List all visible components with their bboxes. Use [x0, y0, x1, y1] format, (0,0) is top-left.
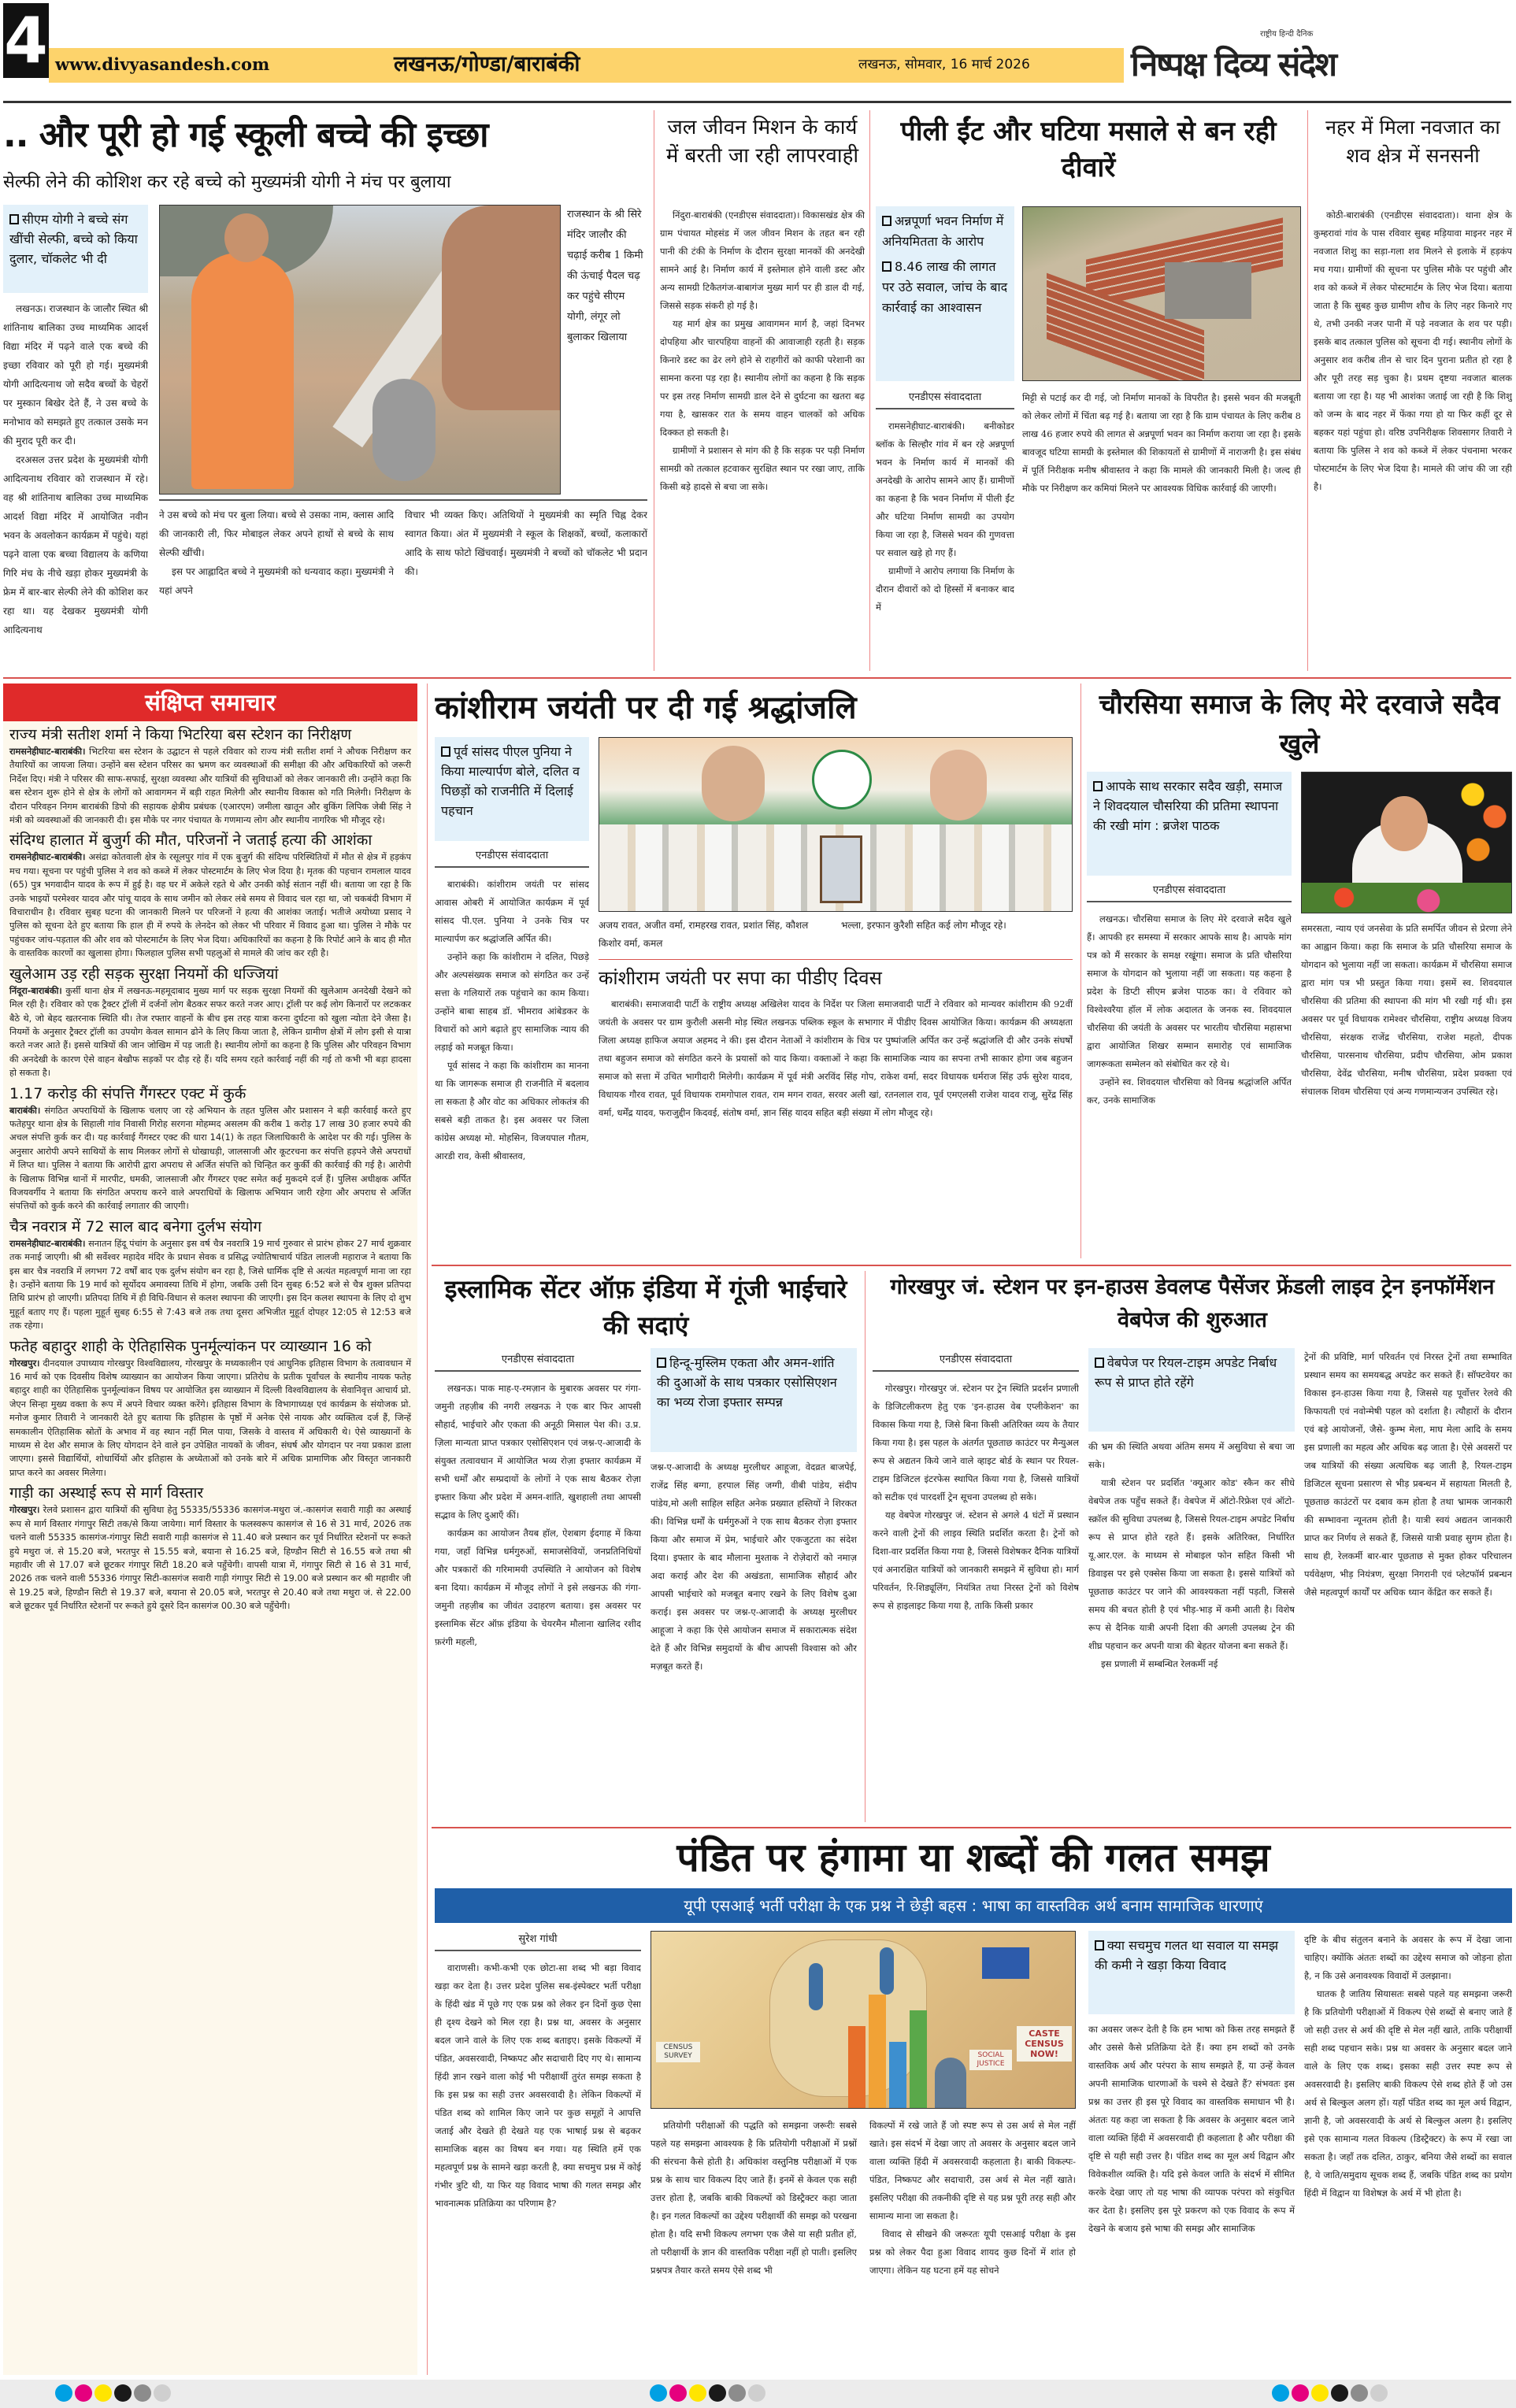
paper-logo: निष्पक्ष दिव्य संदेश	[1131, 45, 1336, 83]
kanshiram-caption-a: अजय रावत, अजीत वर्मा, रामहरख रावत, प्रशांत सिंह, कौशल किशोर वर्मा, कमल	[599, 920, 809, 949]
paragraph: उन्होंने कहा कि कांशीराम ने दलित, पिछड़े और अल्पसंख्यक समाज को संगठित कर उन्हें सत्ता के गलियारों तक पहुंचाने का काम किया। उन्होंने बाबा साहब डॉ. भीमराव आंबेडकर के विचारों को आगे बढ़ाते हुए सामाजिक न्याय की लड़ाई को मजबूत किया।	[435, 951, 589, 1053]
masthead-rule	[3, 101, 1511, 103]
wall-kicker	[876, 206, 1014, 381]
kanshiram-kicker-text: पूर्व सांसद पीएल पुनिया ने किया माल्यार्पण बोले, दलित व पिछड़ों को राजनीति में दिलाई पहचान	[441, 744, 580, 818]
brief-dateline: रामसनेहीघाट-बाराबंकी।	[9, 852, 86, 863]
paragraph: घातक है जातिय सियासतः सबसे पहले यह समझना जरूरी है कि प्रतियोगी परीक्षाओं में विकल्प ऐसे शब्दों से बनाए जाते हैं जो सही उत्तर से अर्थ की दृष्टि से मेल नहीं खाते, ताकि परीक्षार्थी सही शब्द पहचान सके। प्रश्न था अवसर के अनुसार बदल जाने वाले के लिए एक शब्द। इसका सही उत्तर स्पष्ट रूप से अवसरवादी है। इसलिए बाकी विकल्प ऐसे शब्द होते हैं जो उस अर्थ से बिल्कुल अलग हों। यहाँ पंडित शब्द का मूल अर्थ विद्वान, ज्ञानी है, जो अवसरवादी के अर्थ से बिल्कुल अलग है। इसलिए इसे एक सामान्य गलत विकल्प (डिस्ट्रैक्टर) के रूप में रखा जा सकता है। जहाँ तक दलित, ठाकुर, बनिया जैसे शब्दों का सवाल है, ये जाति/समुदाय सूचक शब्द हैं, जबकि पंडित शब्द का प्रयोग हिंदी में विद्वान या विशेषज्ञ के अर्थ में भी होता है।	[1304, 1988, 1512, 2199]
figure-head	[224, 213, 269, 262]
islamic-col2	[651, 1458, 857, 1822]
registration-dot	[114, 2384, 132, 2402]
section-rule	[3, 677, 1511, 679]
pandit-col2	[651, 2117, 857, 2375]
registration-dot	[689, 2384, 706, 2402]
bullet-box-icon	[9, 214, 19, 224]
brief-title: राज्य मंत्री सतीश शर्मा ने किया भिटरिया बस स्टेशन का निरीक्षण	[9, 726, 352, 743]
yogi-col2	[159, 506, 394, 671]
paragraph: उन्होंने स्व. शिवदयाल चौरसिया को विनम्र श्रद्धांजलि अर्पित कर, उनके सामाजिक	[1087, 1076, 1292, 1106]
bullet-box-icon	[882, 216, 891, 226]
registration-dot	[1331, 2384, 1348, 2402]
brief-title: खुलेआम उड़ रही सड़क सुरक्षा नियमों की धज्जियां	[9, 965, 279, 983]
paragraph: ट्रेनों की प्रविष्टि, मार्ग परिवर्तन एवं निरस्त ट्रेनों तथा सम्भावित प्रस्थान समय का समयबद्ध अपडेट कर सकते हैं। सॉफ्टवेयर का विकास इन-हाउस किया गया है, जिससे यह पूर्वोत्तर रेलवे की किफायती एवं नवोन्मेषी पहल को दर्शाता है। त्यौहारों के दौरान एवं बड़े आयोजनों, जैसे- कुम्भ मेला, माघ मेला आदि के समय इस प्रणाली का महत्व और अधिक बढ़ जाता है। ऐसे अवसरों पर जब यात्रियों की संख्या अत्यधिक बढ़ जाती है, रियल-टाइम डिजिटल सूचना प्रसारण से भीड़ प्रबन्धन में सहायता मिलती है, पूछताछ काउंटरों पर दबाव कम होता है तथा भ्रामक जानकारी की सम्भावना न्यूनतम होती है। यात्री स्वयं अद्यतन जानकारी प्राप्त कर निर्णय ले सकते हैं, जिससे यात्री प्रवाह सुगम होता है। साथ ही, रेलकर्मी बार-बार पूछताछ से मुक्त होकर परिचालन पर्यवेक्षण, भीड़ नियंत्रण, सुरक्षा निगरानी एवं प्लेटफॉर्म प्रबन्धन जैसे महत्वपूर्ण कार्यों पर अधिक ध्यान केंद्रित कर सकते हैं।	[1304, 1351, 1512, 1598]
nahar-body	[1314, 206, 1512, 671]
edition-label: लखनऊ/गोण्डा/बाराबंकी	[394, 52, 580, 76]
person-shape	[935, 2058, 966, 2109]
pandit-headline: पंडित पर हंगामा या शब्दों की गलत समझ	[676, 1835, 1270, 1880]
registration-marks	[55, 2384, 173, 2405]
brief-title: गाड़ी का अस्थाई रूप से मार्ग विस्तार	[9, 1484, 204, 1502]
paragraph: यह वेबपेज गोरखपुर जं. स्टेशन से अगले 4 घंटों में प्रस्थान करने वाली ट्रेनों की लाइव स्थिति प्रदर्शित करता है। ट्रेनों को दिशा-वार प्रदर्शित किया गया है, जिससे विशेषकर दैनिक यात्रियों एवं अनारक्षित यात्रियों को जानकारी समझने में सुविधा हो। मार्ग परिवर्तन, रि-शिड्यूलिंग, नियंत्रित तथा निरस्त ट्रेनों को विशेष रूप से हाइलाइट किया गया है, ताकि किसी प्रकार	[873, 1510, 1079, 1611]
paragraph: यह मार्ग क्षेत्र का प्रमुख आवागमन मार्ग है, जहां दिनभर दोपहिया और चारपहिया वाहनों की आवाजाही रहती है। सड़क किनारे डस्ट का ढेर लगे होने से राहगीरों को काफी परेशानी का सामना करना पड़ रहा है। स्थानीय लोगों का कहना है कि सड़क पर इस तरह निर्माण सामग्री डाल देने से दुर्घटना का खतरा बढ़ गया है, खासकर रात के समय वाहन चालकों को अधिक दिक्कत हो सकती है।	[660, 318, 865, 438]
brief-dateline: गोरखपुर।	[9, 1358, 40, 1369]
kanshiram-caption-b: भल्ला, इरफान कुरैशी सहित कई लोग मौजूद रहे।	[841, 920, 1006, 931]
railway-headline: गोरखपुर जं. स्टेशन पर इन-हाउस डेवलप्ड पैसेंजर फ्रेंडली लाइव ट्रेन इनफॉर्मेशन वेबपेज की शुरुआत	[890, 1275, 1495, 1332]
protest-sign: CASTE CENSUS NOW!	[1017, 2026, 1072, 2062]
islamic-kicker-text: हिन्दू-मुस्लिम एकता और अमन-शांति की दुआओं के साथ पत्रकार एसोसिएशन का भव्य रोजा इफ्तार सम्पन्न	[657, 1355, 837, 1410]
pandit-col5	[1304, 1931, 1512, 2375]
bullet-box-icon	[1095, 1358, 1104, 1368]
paragraph: बाराबंकी। कांशीराम जयंती पर सांसद आवास ओबरी में आयोजित कार्यक्रम में पूर्व सांसद पी.एल. पुनिया ने उनके चित्र पर माल्यार्पण कर श्रद्धांजलि अर्पित की।	[435, 879, 589, 944]
paragraph: रामसनेहीघाट-बाराबंकी। बनीकोडर ब्लॉक के सिल्हौर गांव में बन रहे अन्नपूर्णा भवन के निर्माण कार्य में मानकों की अनदेखी के आरोप सामने आए हैं। ग्रामीणों का कहना है कि भवन निर्माण में पीली ईंट और घटिया निर्माण सामग्री का उपयोग किया जा रहा है, जिससे भवन की गुणवत्ता पर सवाल खड़े हो गए हैं।	[876, 420, 1014, 558]
registration-dot	[1292, 2384, 1309, 2402]
paragraph: प्रतियोगी परीक्षाओं की पद्धति को समझना जरूरीः सबसे पहले यह समझना आवश्यक है कि प्रतियोगी परीक्षाओं में प्रश्नों की संरचना कैसे होती है। अधिकांश वस्तुनिष्ठ परीक्षाओं में एक प्रश्न के साथ चार विकल्प दिए जाते हैं। इनमें से केवल एक सही उत्तर होता है, जबकि बाकी विकल्पों को डिस्ट्रैक्टर कहा जाता है। इन गलत विकल्पों का उद्देश्य परीक्षार्थी की समझ को परखना होता है। यदि सभी विकल्प लगभग एक जैसे या सही प्रतीत हों, तो परीक्षार्थी के ज्ञान की वास्तविक परीक्षा नहीं हो पाती। इसलिए प्रश्नपत्र तैयार करते समय ऐसे शब्द भी	[651, 2120, 857, 2276]
nahar-headline: नहर में मिला नवजात का शव क्षेत्र में सनसनी	[1325, 116, 1500, 167]
paragraph: इस प्रणाली में सम्बन्धित रेलकर्मी नई	[1101, 1658, 1218, 1669]
railway-col1	[873, 1380, 1079, 1822]
page-number-box	[3, 3, 49, 78]
kanshiram-photo	[599, 737, 1073, 912]
registration-dot	[55, 2384, 72, 2402]
dateline: लखनऊ, सोमवार, 16 मार्च 2026	[858, 57, 1030, 72]
registration-dot	[1370, 2384, 1388, 2402]
yogi-kicker-text: सीएम योगी ने बच्चे संग खींची सेल्फी, बच्चे को किया दुलार, चॉकलेट भी दी	[9, 212, 138, 266]
paragraph: गोरखपुर। गोरखपुर जं. स्टेशन पर ट्रेन स्थिति प्रदर्शन प्रणाली के डिजिटलीकरण हेतु एक 'इन-हाउस वेब एप्लीकेशन' का विकास किया गया है, जिसे बिना किसी अतिरिक्त व्यय के तैयार किया गया है। इस पहल के अंतर्गत पूछताछ काउंटर पर मैन्युअल रूप से अद्यतन किये जाने वाले व्हाइट बोर्ड के स्थान पर रियल-टाइम डिजिटल इंटरफेस स्थापित किया गया है, जिससे यात्रियों को सटीक एवं पारदर्शी ट्रेन सूचना उपलब्ध हो सके।	[873, 1383, 1079, 1502]
section-rule	[432, 1265, 1511, 1266]
brief-text: असंद्रा कोतवाली क्षेत्र के रसूलपुर गांव में एक बुजुर्ग की संदिग्ध परिस्थितियों में मौत से क्षेत्र में हड़कंप मच गया। सूचना पर पहुंची पुलिस ने शव को कब्जे में लेकर पोस्टमार्टम के लिए भेज दिया है। मृतक की पहचान रामलाल यादव (65) पुत्र भगवादीन यादव के रूप में हुई है। वह घर में अकेले रहते थे और उनकी कोई संतान नहीं थी। बताया जा रहा है कि उनके भाइयों परमेश्वर यादव और पांचू यादव के साथ जमीन को लेकर लंबे समय से विवाद चल रहा था, जो चकबंदी विभाग में विचाराधीन है। रविवार सुबह घटना की जानकारी मिलने पर परिजनों ने हत्या की आशंका जताई। भतीजे अयोध्या प्रसाद ने पुलिस को सूचना देते हुए बताया कि हाल ही में रुपये के लेनदेन को लेकर भी परिवार में विवाद हुआ था। पुलिस ने मौके पर पहुंचकर जांच-पड़ताल की और शव को पोस्टमार्टम के लिए भेज दिया। अधिकारियों का कहना है कि रिपोर्ट आने के बाद ही मौत के वास्तविक कारणों का खुलासा होगा। फिलहाल पुलिस सभी पहलुओं से मामले की जांच कर रही है।	[9, 852, 412, 959]
paragraph: विकल्पों में रखे जाते हैं जो स्पष्ट रूप से उस अर्थ से मेल नहीं खाते। इस संदर्भ में देखा जाए तो अवसर के अनुसार बदल जाने वाला व्यक्ति हिंदी में अवसरवादी कहलाता है। बाकी विकल्पः- पंडित, निष्कपट और सदाचारी, उस अर्थ से मेल नहीं खाते। इसलिए परीक्षा की तकनीकी दृष्टि से यह प्रश्न पूरी तरह सही और सामान्य माना जा सकता है।	[869, 2120, 1076, 2221]
wall-headline: पीली ईंट और घटिया मसाले से बन रही दीवारें	[900, 116, 1277, 183]
railway-col2	[1088, 1438, 1295, 1822]
brief-item	[9, 1484, 411, 1613]
paragraph: पूर्व सांसद ने कहा कि कांशीराम का मानना था कि जागरूक समाज ही राजनीति में बदलाव ला सकता है और वोट का अधिकार लोकतंत्र की सबसे बड़ी ताकत है। इस अवसर पर जिला कांग्रेस अध्यक्ष मो. मोहसिन, विजयपाल गौतम, आरडी राव, केसी श्रीवास्तव,	[435, 1060, 589, 1161]
brief-item	[9, 1337, 411, 1480]
brief-dateline: बाराबंकी।	[9, 1105, 41, 1116]
chaurasia-headline: चौरसिया समाज के लिए मेरे दरवाजे सदैव खुले	[1099, 689, 1500, 760]
briefs-banner	[3, 684, 417, 721]
registration-dot	[75, 2384, 92, 2402]
briefs-section	[3, 684, 417, 2375]
section-rule	[432, 1827, 1511, 1828]
brief-title: संदिग्ध हालात में बुजुर्ग की मौत, परिजनों ने जताई हत्या की आशंका	[9, 832, 373, 850]
brief-text: दीनदयाल उपाध्याय गोरखपुर विश्वविद्यालय, गोरखपुर के मध्यकालीन एवं आधुनिक इतिहास विभाग के तत्वावधान में 16 मार्च को एक दिवसीय विशेष व्याख्यान का आयोजन किया जाएगा। प्रतिरोध के प्रतीक पूर्वांचल के स्थानीय नायक फतेह बहादुर शाही का ऐतिहासिक पुनर्मूल्यांकन विषय पर आयोजित इस व्याख्यान में दिल्ली विश्वविद्यालय के सेवानिवृत्त आचार्य प्रो. जेएन सिन्हा मुख्य वक्ता के रूप में अपने विचार व्यक्त करेंगे। इतिहास विभाग के विभागाध्यक्ष एवं कार्यक्रम के संयोजक प्रो. मनोज कुमार तिवारी ने जानकारी देते हुए बताया कि इतिहास के पृष्ठों में अनेक ऐसे नायक और व्यक्तित्व दर्ज हैं, जिन्हें समकालीन ऐतिहासिक स्रोतों के अभाव में वह स्थान नहीं मिल पाया, जिसके वे वास्तव में अधिकारी थे। ऐसे व्याख्यानों के माध्यम से देश और समाज के लिए योगदान देने वाले इन उपेक्षित नायकों के जीवन, संघर्ष और योगदान पर नया प्रकाश डाला जाएगा। इससे विद्यार्थियों, शोधार्थियों और इतिहास के अध्येताओं को उनके बारे में अधिक प्रामाणिक और विस्तृत जानकारी प्राप्त करने का अवसर मिलेगा।	[9, 1358, 411, 1478]
paragraph: लखनऊ। पाक माह-ए-रमज़ान के मुबारक अवसर पर गंगा-जमुनी तहज़ीब की नगरी लखनऊ ने एक बार फिर आपसी सौहार्द, भाईचारे और एकता की अनूठी मिसाल पेश की। उ.प्र. ज़िला मान्यता प्राप्त पत्रकार एसोसिएशन एवं जश्न-ए-आजादी के संयुक्त तत्वावधान में आयोजित भव्य रोज़ा इफ्तार कार्यक्रम में सभी धर्मों और सम्प्रदायों के लोगों ने एक साथ बैठकर रोज़ा इफ्तार किया और प्रदेश में अमन-शांति, खुशहाली तथा आपसी सद्भाव के लिए दुआएँ कीं।	[435, 1383, 641, 1521]
bullet-box-icon	[882, 261, 891, 272]
flag-shape	[982, 1947, 1029, 1979]
paragraph: ग्रामीणों ने आरोप लगाया कि निर्माण के दौरान दीवारों को दो हिस्सों में बनाकर बाद में	[876, 565, 1014, 613]
yogi-col3	[405, 506, 647, 671]
chaurasia-byline: एनडीएस संवाददाता	[1087, 882, 1292, 902]
brief-text: भिटरिया बस स्टेशन के उद्घाटन से पहले रविवार को राज्य मंत्री सतीश शर्मा ने औचक निरीक्षण कर तैयारियों का जायजा लिया। उन्होंने बस स्टेशन परिसर का भ्रमण कर व्यवस्थाओं की समीक्षा की और अधिकारियों को जरूरी निर्देश दिए। मंत्री ने परिसर की साफ-सफाई, सुरक्षा व्यवस्था और यात्रियों की सुविधाओं को लेकर जानकारी ली। उन्होंने कहा कि बस स्टेशन शुरू होने से क्षेत्र के लोगों को आवागमन में बड़ी राहत मिलेगी और स्थानीय विकास को गति मिलेगी। निरीक्षण के दौरान परिवहन निगम बाराबंकी डिपो की सहायक क्षेत्रीय प्रबंधक (एआरएम) जमीला खातून और बुकिंग लिपिक जेबी सिंह ने मंत्री को व्यवस्थाओं की जानकारी दी। इस मौके पर नगर पंचायत के गणमान्य लोग और स्थानीय नागरिक भी मौजूद रहे।	[9, 746, 411, 826]
paragraph: दृष्टि के बीच संतुलन बनाने के अवसर के रूप में देखा जाना चाहिए। क्योंकि अंततः शब्दों का उद्देश्य समाज को जोड़ना होता है, न कि उसे अनावश्यक विवादों में उलझाना।	[1304, 1934, 1512, 1981]
pandit-kicker-text: क्या सचमुच गलत था सवाल या समझ की कमी ने खड़ा किया विवाद	[1095, 1938, 1279, 1973]
wall-col1	[876, 417, 1014, 671]
flower-bed-shape	[1302, 883, 1512, 913]
paragraph: समरसता, न्याय एवं जनसेवा के प्रति समर्पित जीवन से प्रेरणा लेने का आह्वान किया। कहा कि समाज के प्रति चौसरिया समाज के योगदान को भुलाया नहीं जा सकता। कार्यक्रम में चौरसिया समाज द्वारा मांग पत्र भी प्रस्तुत किया गया। इसमें स्व. शिवदयाल चौरसिया की प्रतिमा की स्थापना की मांग भी रखी गई थी। इस अवसर पर पूर्व विधायक रामेश्वर चौरसिया, राष्ट्रीय अध्यक्ष विजय चौरसिया, संरक्षक राजेंद्र चौरसिया, राजेश महतो, दीपक चौरसिया, पारसनाथ चौरसिया, प्रदीप चौरसिया, ओम प्रकाश चौरसिया, देवेंद्र चौरसिया, मनीष चौरसिया, प्रदेश प्रवक्ता एवं संचालक शिवम चौरसिया एवं अन्य गणमान्यजन उपस्थित रहे।	[1301, 923, 1512, 1097]
yogi-photo	[159, 205, 561, 495]
paragraph: लखनऊ। चौरसिया समाज के लिए मेरे दरवाजे सदैव खुले हैं। आपकी हर समस्या में सरकार आपके साथ है। आपके मांग पत्र को मैं सरकार के समक्ष रखूंगा। समाज के प्रति चौसरिया समाज के योगदान को भुलाया नहीं जा सकता। यह कहना है प्रदेश के डिप्टी सीएम ब्रजेश पाठक का। वे रविवार को विश्वेश्वरैया हॉल में लोक अदालत के जनक स्व. शिवदयाल चौरसिया की जयंती के अवसर पर भारतीय चौरसिया महासभा द्वारा आयोजित शिखर सम्मान समारोह एवं सामाजिक जागरूकता सम्मेलन को संबोधित कर रहे थे।	[1087, 913, 1292, 1069]
paragraph: का अवसर जरूर देती है कि हम भाषा को किस तरह समझते हैं और उससे कैसे प्रतिक्रिया देते हैं। क्या हम शब्दों को उनके वास्तविक अर्थ और परंपरा के साथ समझते हैं, या उन्हें केवल अपनी सामाजिक धारणाओं के चश्मे से देखते हैं? संभवतः इस प्रश्न का उत्तर ही इस पूरे विवाद का वास्तविक समाधान भी है। अंततः यह कहा जा सकता है कि अवसर के अनुसार बदल जाने वाला व्यक्ति हिंदी में अवसरवादी ही कहलाता है और परीक्षा की दृष्टि से यही सही उत्तर है। पंडित शब्द का मूल अर्थ विद्वान और विवेकशील व्यक्ति है। यदि इसे केवल जाति के संदर्भ में सीमित करके देखा जाए तो यह भाषा की व्यापक परंपरा को संकुचित कर देता है। इसलिए इस पूरे प्रकरण को एक विवाद के रूप में देखने के बजाय इसे भाषा की समझ और सामाजिक	[1088, 2024, 1295, 2234]
brief-item	[9, 831, 411, 960]
paragraph: विचार भी व्यक्त किए। अतिथियों ने मुख्यमंत्री का स्मृति चिह्न देकर स्वागत किया। अंत में मुख्यमंत्री ने स्कूल के शिक्षकों, बच्चों, कलाकारों आदि के साथ फोटो खिंचवाई। मुख्यमंत्री ने बच्चों को चॉकलेट भी प्रदान की।	[405, 509, 647, 577]
briefs-banner-text: संक्षिप्त समाचार	[145, 689, 276, 716]
portrait-frame	[820, 835, 862, 903]
paragraph: कार्यक्रम का आयोजन तैयब हॉल, ऐशबाग ईदगाह में किया गया, जहाँ विभिन्न धर्मगुरुओं, समाजसेवियों, जनप्रतिनिधियों और पत्रकारों की गरिमामयी उपस्थिति ने आयोजन को विशेष बना दिया। कार्यक्रम में मौजूद लोगों ने इसे लखनऊ की गंगा-जमुनी तहज़ीब का जीवंत उदाहरण बताया। इस अवसर पर इस्लामिक सेंटर ऑफ़ इंडिया के चेयरमैन मौलाना खालिद रशीद फ़रंगी महली,	[435, 1528, 641, 1647]
islamic-byline: एनडीएस संवाददाता	[435, 1351, 641, 1372]
chaurasia-col1	[1087, 910, 1292, 1258]
people-shape	[880, 1947, 894, 1995]
wall-kicker-1: अन्नपूर्णा भवन निर्माण में अनियमितता के आरोप	[882, 213, 1004, 249]
wall-kicker-2: 8.46 लाख की लागत पर उठे सवाल, जांच के बाद कार्रवाई का आश्वासन	[882, 259, 1008, 315]
paragraph: ने उस बच्चे को मंच पर बुला लिया। बच्चे से उसका नाम, क्लास आदि की जानकारी ली, फिर मोबाइल लेकर अपने हाथों से बच्चे के साथ सेल्फी खींची।	[159, 509, 394, 558]
bullet-box-icon	[441, 746, 450, 757]
yogi-headline: .. और पूरी हो गई स्कूली बच्चे की इच्छा	[3, 115, 488, 155]
registration-dot	[669, 2384, 687, 2402]
bar-shape	[889, 2042, 906, 2109]
paragraph: वाराणसी। कभी-कभी एक छोटा-सा शब्द भी बड़ा विवाद खड़ा कर देता है। उत्तर प्रदेश पुलिस सब-इंस्पेक्टर भर्ती परीक्षा के हिंदी खंड में पूछे गए एक प्रश्न को लेकर इन दिनों कुछ ऐसा ही दृश्य देखने को मिल रहा है। प्रश्न था, अवसर के अनुसार बदल जाने वाले के लिए एक शब्द बताइए। इसके विकल्पों में पंडित, अवसरवादी, निष्कपट और सदाचारी दिए गए थे। सामान्य हिंदी ज्ञान रखने वाला कोई भी परीक्षार्थी तुरंत समझ सकता है कि इस प्रश्न का सही उत्तर अवसरवादी है। लेकिन विकल्पों में पंडित शब्द को शामिल किए जाने पर कुछ समूहों ने आपत्ति जताई और देखते ही देखते यह एक भाषाई प्रश्न से बढ़कर सामाजिक बहस का विषय बन गया। यह स्थिति हमें एक महत्वपूर्ण प्रश्न के सामने खड़ा करती है, क्या सचमुच प्रश्न में कोई गंभीर त्रुटि थी, या फिर यह विवाद भाषा की गलत समझ और भावनात्मक प्रतिक्रिया का परिणाम है?	[435, 1962, 641, 2209]
column-rule	[1307, 110, 1308, 671]
pandit-kicker	[1088, 1931, 1295, 2014]
islamic-kicker	[651, 1348, 857, 1452]
railway-kicker-text: वेबपेज पर रियल-टाइम अपडेट निर्बाध रूप से प्राप्त होते रहेंगे	[1095, 1355, 1277, 1390]
brief-text: सनातन हिंदू पंचांग के अनुसार इस वर्ष चैत्र नवरात्रि 19 मार्च गुरुवार से प्रारंभ होकर 27 मार्च शुक्रवार तक मनाई जाएगी। श्री श्री सर्वेश्वर महादेव मंदिर के प्रधान सेवक व प्रसिद्ध ज्योतिषाचार्य पंडित लालजी महाराज ने बताया कि इस बार चैत्र नवरात्रि में लगभग 72 वर्षों बाद एक दुर्लभ संयोग बन रहा है, जिसे धार्मिक दृष्टि से अत्यंत महत्वपूर्ण माना जा रहा है। उन्होंने बताया कि 19 मार्च को सूर्योदय अमावस्या तिथि में होगा, जबकि उसी दिन सुबह 6:52 बजे से चैत्र शुक्ल प्रतिपदा तिथि प्रारंभ हो जाएगी। प्रतिपदा तिथि में ही विधि-विधान से कलश स्थापना की जाएगी। इस दिन कलश स्थापना के लिए दो शुभ मुहूर्त बताए गए हैं। पहला मुहूर्त सुबह 6:55 से 7:43 बजे तक तथा दूसरा अभिजीत मुहूर्त दोपहर 12:05 से 12:53 बजे तक रहेगा।	[9, 1238, 411, 1332]
paper-tagline: राष्ट्रीय हिन्दी दैनिक	[1260, 30, 1314, 39]
registration-dot	[154, 2384, 171, 2402]
brief-dateline: रामसनेहीघाट-बाराबंकी।	[9, 1238, 86, 1249]
column-rule	[1080, 684, 1081, 1258]
registration-dot	[95, 2384, 112, 2402]
page-number: 4	[4, 4, 48, 77]
speaker-head	[1381, 796, 1428, 851]
party-symbol-circle	[812, 750, 872, 809]
rock-shape	[442, 206, 560, 410]
registration-dot	[134, 2384, 151, 2402]
protest-sign: CENSUS SURVEY	[656, 2042, 700, 2062]
sp-body	[599, 995, 1073, 1258]
paragraph: कोठी-बाराबंकी (एनडीएस संवाददाता)। थाना क्षेत्र के कुम्हरावां गांव के पास रविवार सुबह मड़ियावा माइनर नहर में नवजात शिशु का सड़ा-गला शव मिलने से इलाके में हड़कंप मच गया। ग्रामीणों की सूचना पर पुलिस मौके पर पहुंची और शव को कब्जे में लेकर पोस्टमार्टम के लिए भेज दिया। बताया जाता है कि सुबह कुछ ग्रामीण शौच के लिए नहर किनारे गए थे, तभी उनकी नजर पानी में पड़े नवजात के शव पर पड़ी। इसके बाद तत्काल पुलिस को सूचना दी गई। स्थानीय लोगों के अनुसार शव करीब तीन से चार दिन पुराना प्रतीत हो रहा है और पूरी तरह सड़ चुका है। प्रथम दृष्टया नवजात बालक बताया जा रहा है। यह भी आशंका जताई जा रही है कि शिशु को जन्म के बाद नहर में फेंका गया हो या फिर कहीं दूर से बहकर यहां पहुंचा हो। वरिष्ठ उपनिरीक्षक शिवसागर तिवारी ने बताया कि पुलिस ने शव को कब्जे में लेकर पंचनामा भरकर पोस्टमार्टम के लिए भेज दिया है। मामले की जांच की जा रही है।	[1314, 209, 1512, 492]
chaurasia-kicker-text: आपके साथ सरकार सदैव खड़ी, समाज ने शिवदयाल चौसरिया की प्रतिमा स्थापना की रखी मांग : ब्रजेश पाठक	[1093, 779, 1283, 833]
paragraph: की भ्रम की स्थिति अथवा अंतिम समय में असुविधा से बचा जा सके।	[1088, 1441, 1295, 1470]
brief-dateline: निंदूरा-बाराबंकी।	[9, 985, 62, 996]
bullet-box-icon	[1095, 1940, 1104, 1950]
paragraph: बाराबंकी। समाजवादी पार्टी के राष्ट्रीय अध्यक्ष अखिलेश यादव के निर्देश पर जिला समाजवादी पार्टी ने रविवार को मान्यवर कांशीराम की 92वीं जयंती के अवसर पर ग्राम कुरौली असनी मोड़ स्थित लखनऊ पब्लिक स्कूल के सभागार में पीडीए दिवस आयोजित किया। कार्यक्रम की अध्यक्षता जिला अध्यक्ष हाफिज अयाज अहमद ने की। इस दौरान नेताओं ने कांशीराम के चित्र पर पुष्पांजलि अर्पित कर उन्हें श्रद्धांजलि दी और उनके संघर्षों तथा बहुजन समाज को संगठित करने के प्रयासों को याद किया। वक्ताओं ने कहा कि सामाजिक न्याय का सपना तभी साकार होगा जब बहुजन समाज को सत्ता में उचित भागीदारी मिलेगी। कार्यक्रम में पूर्व मंत्री अरविंद सिंह गोप, राकेश वर्मा, सदर विधायक धर्मराज सिंह उर्फ सुरेश यादव, विधायक गौरव रावत, पूर्व विधायक रामगोपाल रावत, राम मगन रावत, सरवर अली खां, रतनलाल राव, पूर्व एमएलसी राजेश यादव राजू, सुरेंद्र सिंह वर्मा, धर्मेंद्र यादव, फराजुद्दीन किदवई, संतोष वर्मा, ज्ञान सिंह यादव सहित बड़ी संख्या में लोग मौजूद रहे।	[599, 998, 1073, 1118]
paragraph: इस पर आह्लादित बच्चे ने मुख्यमंत्री को धन्यवाद कहा। मुख्यमंत्री ने यहां अपने	[159, 566, 394, 596]
paragraph: जश्न-ए-आजादी के अध्यक्ष मुरलीधर आहूजा, वेदव्रत बाजपेई, राजेंद्र सिंह बग्गा, हरपाल सिंह जग्गी, वीबी पांडेय, संदीप पांडेय,मो अली साहिल सहित अनेक प्रख्यात हस्तियों ने शिरकत की। विभिन्न धर्मों के धर्मगुरुओं ने एक साथ बैठकर रोज़ा इफ्तार किया और समाज में प्रेम, भाईचारे और एकजुटता का संदेश दिया। इफ्तार के बाद मौलाना मुश्ताक ने रोज़ेदारों को नमाज़ अदा कराई और देश की अखंडता, सामाजिक सौहार्द और आपसी भाईचारे को मजबूत बनाए रखने के लिए विशेष दुआ कराई। इस अवसर पर जश्न-ए-आजादी के अध्यक्ष मुरलीधर आहूजा ने कहा कि ऐसे आयोजन समाज में सकारात्मक संदेश देते हैं और विभिन्न समुदायों के बीच आपसी विश्वास को और मज़बूत करते हैं।	[651, 1461, 857, 1672]
railway-kicker	[1088, 1348, 1295, 1432]
brief-item	[9, 1217, 411, 1333]
saffron-figure	[191, 253, 294, 489]
yogi-subheadline: सेल्फी लेने की कोशिश कर रहे बच्चे को मुख्यमंत्री योगी ने मंच पर बुलाया	[3, 172, 451, 192]
pandit-illustration	[651, 1931, 1076, 2109]
protest-sign: SOCIAL JUSTICE	[969, 2050, 1012, 2070]
banner-face-shape	[702, 746, 765, 821]
registration-dot	[709, 2384, 726, 2402]
jal-body	[660, 206, 865, 671]
pandit-col1	[435, 1959, 641, 2375]
brief-text: कुर्सी थाना क्षेत्र में लखनऊ-महमूदाबाद मुख्य मार्ग पर सड़क सुरक्षा नियमों की खुलेआम अनदेखी देखने को मिल रही है। रविवार को एक ट्रैक्टर ट्रॉली में दर्जनों लोग बैठकर सफर करते नजर आए। ट्रॉली पर कई लोग किनारों पर लटककर बैठे थे, जो बेहद खतरनाक स्थिति थी। तेज रफ्तार वाहनों के बीच इस तरह यात्रा करना दुर्घटना को खुला न्योता देने जैसा है। नियमों के अनुसार ट्रैक्टर ट्रॉली का उपयोग केवल सामान ढोने के लिए किया जाता है, लेकिन ग्रामीण क्षेत्रों में लोग इसी से यात्रा करते नजर आते हैं। इससे यात्रियों की जान जोखिम में पड़ जाती है। स्थानीय लोगों का कहना है कि पुलिस और परिवहन विभाग की अनदेखी के कारण ऐसे वाहन बेखौफ सड़कों पर दौड़ रहे हैं। यदि समय रहते कार्रवाई नहीं की गई तो कभी भी बड़ा हादसा हो सकता है।	[9, 985, 411, 1079]
brief-title: चैत्र नवरात्र में 72 साल बाद बनेगा दुर्लभ संयोग	[9, 1217, 262, 1235]
kanshiram-col1	[435, 876, 589, 1258]
chaurasia-col2	[1301, 920, 1512, 1258]
banner-face-shape	[930, 750, 987, 821]
jal-headline: जल जीवन मिशन के कार्य में बरती जा रही लापरवाही	[665, 116, 859, 168]
brief-dateline: गोरखपुर।	[9, 1505, 40, 1516]
paragraph: ग्रामीणों ने प्रशासन से मांग की है कि सड़क पर पड़ी निर्माण सामग्री को तत्काल हटवाकर सुरक्षित स्थान पर रखा जाए, ताकि किसी बड़े हादसे से बचा जा सके।	[660, 445, 865, 492]
paragraph: निंदुरा-बाराबंकी (एनडीएस संवाददाता)। विकासखंड क्षेत्र की ग्राम पंचायत मोहसंड में जल जीवन मिशन के तहत बन रही पानी की टंकी के निर्माण के दौरान सुरक्षा मानकों की अनदेखी सामने आई है। निर्माण कार्य में इस्तेमाल होने वाली डस्ट और अन्य सामग्री टिकैतगंज-बाबागंज मुख्य मार्ग पर ही डाल दी गई, जिससे सड़क संकरी हो गई है।	[660, 209, 865, 311]
grey-wall-shape	[1165, 262, 1251, 319]
bar-shape	[869, 1995, 886, 2109]
yogi-kicker	[3, 205, 148, 293]
masthead	[0, 0, 1516, 93]
yogi-photo-caption: राजस्थान के श्री सिरे मंदिर जालौर की चढ़ाई करीब 1 किमी की ऊंचाई पैदल चढ़ कर पहुंचे सीएम योगी, लंगूर लो बुलाकर खिलाया	[567, 209, 643, 343]
islamic-headline: इस्लामिक सेंटर ऑफ़ इंडिया में गूंजी भाईचारे की सदाएं	[444, 1274, 847, 1340]
bar-shape	[848, 2026, 865, 2109]
flower-shape	[1456, 772, 1511, 883]
registration-dot	[728, 2384, 746, 2402]
islamic-col1	[435, 1380, 641, 1822]
paragraph: यात्री स्टेशन पर प्रदर्शित 'क्यूआर कोड' स्कैन कर सीधे वेबपेज तक पहुँच सकते हैं। वेबपेज में ऑटो-रिफ्रेश एवं ऑटो-स्क्रॉल की सुविधा उपलब्ध है, जिससे रियल-टाइम अपडेट निर्बाध रूप से प्राप्त होते रहते हैं। इसके अतिरिक्त, निर्धारित यू.आर.एल. के माध्यम से मोबाइल फोन सहित किसी भी डिवाइस पर इसे एक्सेस किया जा सकता है। इससे यात्रियों को पूछताछ काउंटर पर जाने की आवश्यकता नहीं पड़ती, जिससे समय की बचत होती है एवं भीड़-भाड़ में कमी आती है। विशेष रूप से दैनिक यात्री अपनी दिशा की अगली उपलब्ध ट्रेन की शीघ्र पहचान कर अपनी यात्रा की बेहतर योजना बना सकते हैं।	[1088, 1477, 1295, 1651]
langur-shape	[373, 379, 436, 481]
yogi-photo-rule	[159, 499, 647, 501]
chaurasia-kicker	[1087, 772, 1292, 876]
paragraph: मिट्टी से पटाई कर दी गई, जो निर्माण मानकों के विपरीत है। इससे भवन की मजबूती को लेकर लोगों में चिंता बढ़ गई है। बताया जा रहा है कि ग्राम पंचायत के लिए करीब 8 लाख 46 हजार रुपये की लागत से अन्नपूर्णा भवन का निर्माण कराया जा रहा है। इसके बावजूद घटिया सामग्री के इस्तेमाल की शिकायतों से ग्रामीणों में नाराजगी है। इस संबंध में पूर्ति निरीक्षक मनीष श्रीवास्तव ने कहा कि मामले की जानकारी मिली है। जल्द ही मौके पर निरीक्षण कर कमियां मिलने पर आवश्यक विधिक कार्रवाई की जाएगी।	[1022, 392, 1301, 494]
kanshiram-headline: कांशीराम जयंती पर दी गई श्रद्धांजलि	[435, 690, 857, 726]
brief-item	[9, 725, 411, 827]
kanshiram-kicker	[435, 737, 589, 841]
pandit-strap-text: यूपी एसआई भर्ती परीक्षा के एक प्रश्न ने छेड़ी बहस : भाषा का वास्तविक अर्थ बनाम सामाजिक धारणाएं	[684, 1896, 1263, 1915]
website-link[interactable]: www.divyasandesh.com	[55, 54, 270, 74]
registration-dot	[650, 2384, 667, 2402]
registration-dot	[748, 2384, 765, 2402]
bullet-box-icon	[1093, 781, 1103, 791]
wall-photo	[1022, 206, 1301, 381]
story-rule	[599, 959, 1073, 960]
brief-dateline: रामसनेहीघाट-बाराबंकी।	[9, 746, 86, 757]
registration-marks	[650, 2384, 768, 2405]
brief-title: फतेह बहादुर शाही के ऐतिहासिक पुनर्मूल्यांकन पर व्याख्यान 16 को	[9, 1337, 372, 1355]
brief-item	[9, 965, 411, 1080]
railway-col3	[1304, 1348, 1512, 1822]
registration-dot	[1272, 2384, 1289, 2402]
sp-headline: कांशीराम जयंती पर सपा का पीडीए दिवस	[599, 967, 882, 989]
paragraph: विवाद से सीखने की जरूरतः यूपी एसआई परीक्षा के इस प्रश्न को लेकर पैदा हुआ विवाद शायद कुछ दिनों में शांत हो जाएगा। लेकिन यह घटना हमें यह सोचने	[869, 2228, 1076, 2276]
kanshiram-byline: एनडीएस संवाददाता	[435, 847, 589, 868]
pandit-col3	[869, 2117, 1076, 2375]
bar-shape	[910, 2010, 927, 2109]
wall-col2	[1022, 389, 1301, 671]
brief-title: 1.17 करोड़ की संपत्ति गैंगस्टर एक्ट में कुर्क	[9, 1084, 246, 1102]
brief-text: रेलवे प्रशासन द्वारा यात्रियों की सुविधा हेतु 55335/55336 कासगंज-मथुरा जं.-कासगंज सवारी गाड़ी का अस्थाई रूप से मार्ग विस्तार गंगापुर सिटी तक/से किया जायेगा। मार्ग विस्तार के फलस्वरूप कासगंज से 16 से 31 मार्च, 2026 तक चलने वाली 55335 कासगंज-गंगापुर सिटी सवारी गाड़ी कासगंज से 11.40 बजे प्रस्थान कर पूर्व निर्धारित स्टेशनों पर रूकते हुये मथुरा जं. से 15.20 बजे, भरतपुर से 15.55 बजे, बयाना से 16.25 बजे, हिण्डौन सिटी से 16.55 बजे तथा श्री महावीर जी से 17.07 बजे छूटकर गंगापुर सिटी 18.20 बजे पहुँचेगी। वापसी यात्रा में, गंगापुर सिटी से 16 से 31 मार्च, 2026 तक चलने वाली 55336 गंगापुर सिटी-कासगंज सवारी गाड़ी गंगापुर सिटी से 19.00 बजे प्रस्थान कर श्री महावीर जी से 19.25 बजे, हिण्डौन सिटी से 19.37 बजे, बयाना से 20.05 बजे, भरतपुर से 20.40 बजे तथा मथुरा जं. से 22.00 बजे छूटकर पूर्व निर्धारित स्टेशनों पर रूकते हुये दूसरे दिन कासगंज 00.30 बजे पहुँचेगी।	[9, 1505, 411, 1612]
wall-byline: एनडीएस संवाददाता	[876, 389, 1014, 409]
brief-item	[9, 1084, 411, 1213]
paragraph: लखनऊ। राजस्थान के जालौर स्थित श्री शांतिनाथ बालिका उच्च माध्यमिक आदर्श विद्या मंदिर में पढ़ने वाले एक बच्चे की इच्छा रविवार को पूरी हो गई। मुख्यमंत्री योगी आदित्यनाथ जो सदैव बच्चों के चेहरों पर मुस्कान बिखेर देते हैं, ने उस बच्चे के मनोभाव को समझते हुए तत्काल उसके मन की मुराद पूरी कर दी।	[3, 303, 148, 446]
brief-text: संगठित अपराधियों के खिलाफ चलाए जा रहे अभियान के तहत पुलिस और प्रशासन ने बड़ी कार्रवाई करते हुए फतेहपुर थाना क्षेत्र के सिहाली गांव निवासी गिरोह सरगना मोहम्मद असलम की करीब 1 करोड़ 17 लाख 30 हजार रुपये की अचल संपत्ति कुर्क कर दी। यह कार्रवाई गैंगस्टर एक्ट की धारा 14(1) के तहत जिलाधिकारी के आदेश पर की गई। पुलिस के अनुसार आरोपी अपने साथियों के साथ मिलकर लोगों से धोखाधड़ी, जालसाजी और कूटरचना कर संपत्ति हड़पने जैसे अपराधों में लिप्त था। पुलिस ने बताया कि आरोपी द्वारा अपराध से अर्जित संपत्ति को चिन्हित कर कुर्की की कार्रवाई की गई है। आरोपी के खिलाफ विभिन्न थानों में मारपीट, धमकी, जालसाजी और गैंगस्टर एक्ट समेत कई मुकदमे दर्ज हैं। पुलिस अधीक्षक अर्पित विजयवर्गीय ने बताया कि संगठित अपराध करने वाले अपराधियों के खिलाफ अभियान जारी रहेगा और अपराध से अर्जित संपत्तियों को कुर्क करने की कार्रवाई लगातार की जाएगी।	[9, 1105, 411, 1212]
chaurasia-photo	[1301, 772, 1512, 913]
bullet-box-icon	[657, 1358, 666, 1368]
registration-dot	[1351, 2384, 1368, 2402]
pandit-byline: सुरेश गांधी	[435, 1931, 641, 1951]
pandit-col4	[1088, 2021, 1295, 2375]
people-shape	[809, 1963, 823, 2010]
paragraph: दरअसल उत्तर प्रदेश के मुख्यमंत्री योगी आदित्यनाथ रविवार को राजस्थान में रहे। वह श्री शांतिनाथ बालिका उच्च माध्यमिक आदर्श विद्या मंदिर में आयोजित नवीन भवन के अवलोकन कार्यक्रम में पहुंचे। यहां पढ़ने वाला एक बच्चा विद्यालय के कणिया गिरि मंच के नीचे खड़ा होकर मुख्यमंत्री के फ्रेम में बार-बार सेल्फी लेने की कोशिश कर रहा था। यह देखकर मुख्यमंत्री योगी आदित्यनाथ	[3, 454, 148, 635]
railway-byline: एनडीएस संवाददाता	[873, 1351, 1079, 1372]
column-rule	[869, 110, 870, 671]
registration-marks	[1272, 2384, 1390, 2405]
pandit-strap	[435, 1888, 1512, 1923]
registration-dot	[1311, 2384, 1329, 2402]
yogi-col1	[3, 299, 148, 671]
column-rule	[427, 684, 428, 2375]
